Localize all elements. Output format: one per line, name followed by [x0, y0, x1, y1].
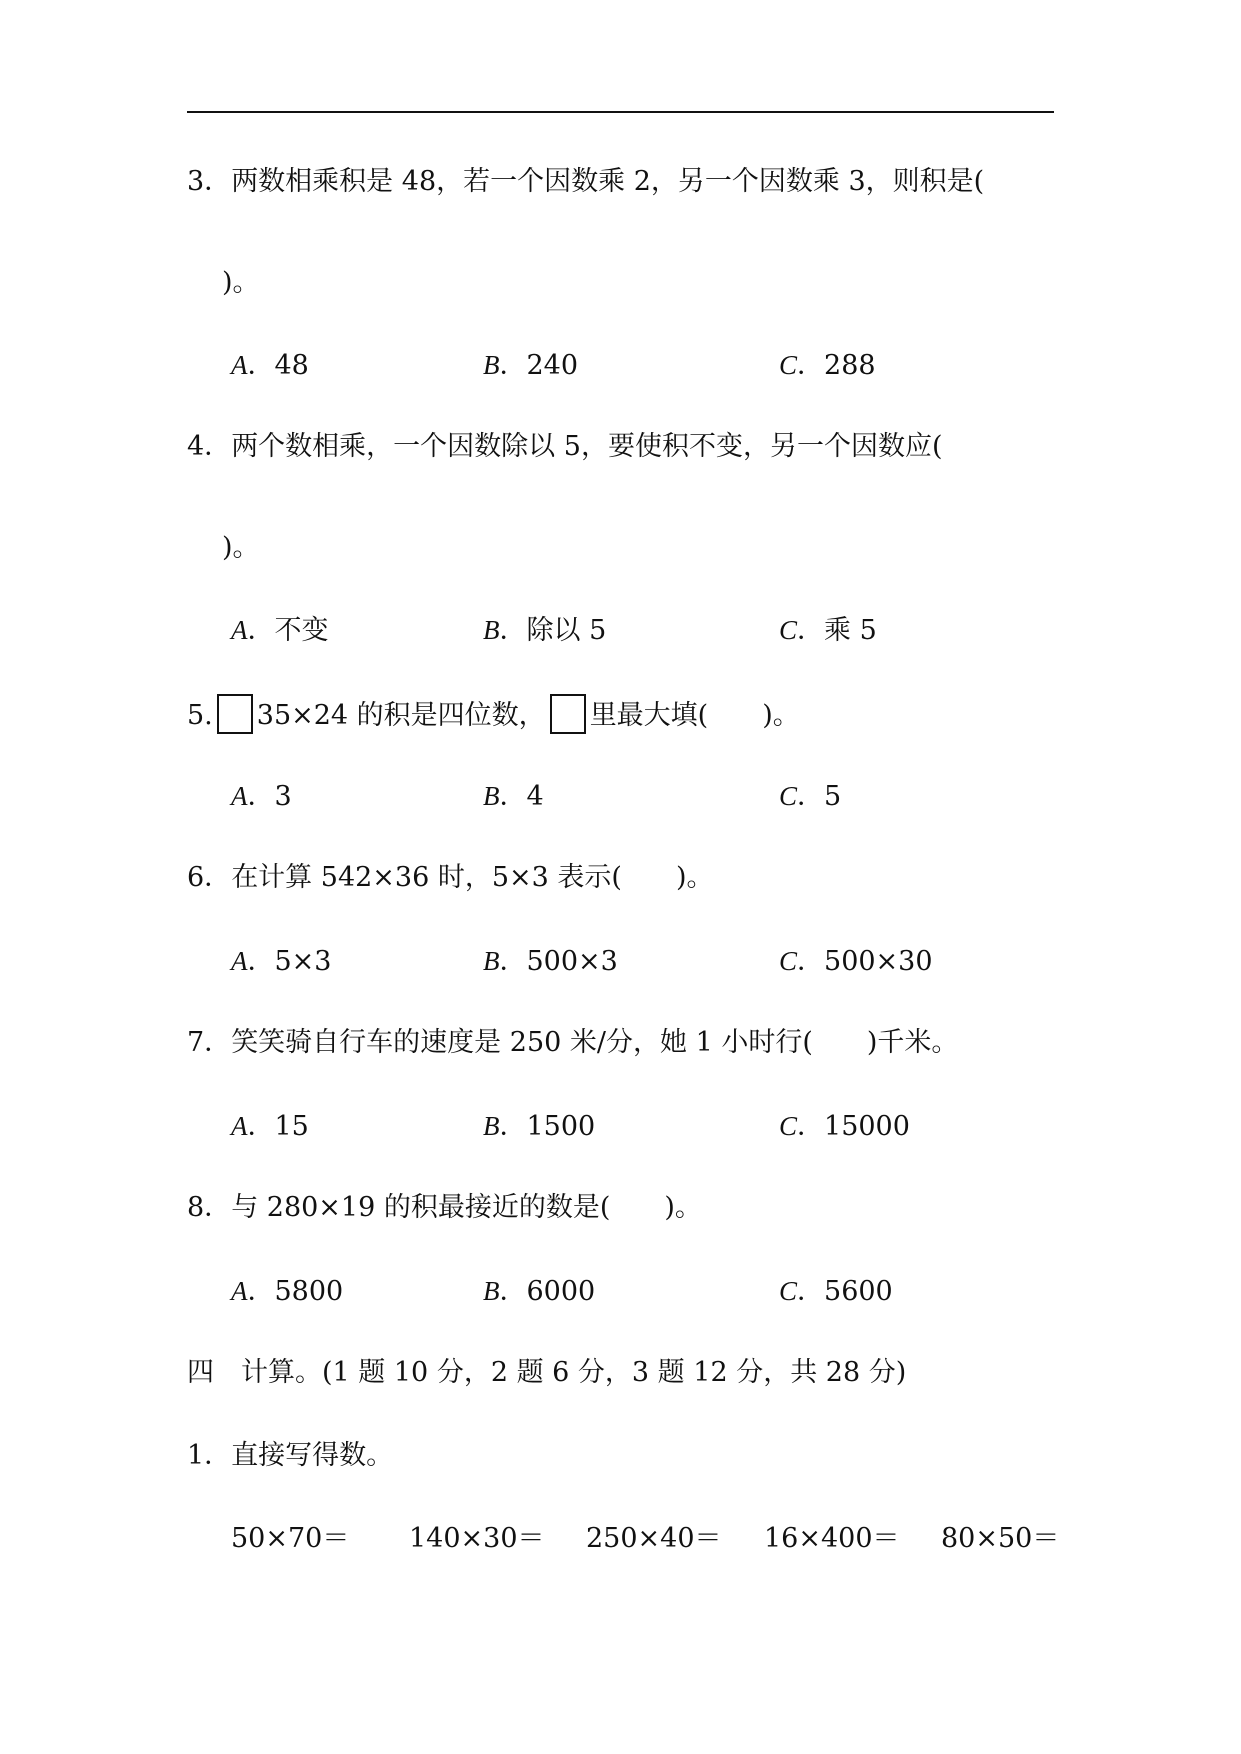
question-3	[187, 164, 984, 200]
question-4	[187, 429, 942, 465]
question-text: 在计算 542×36 时，5×3 表示( )。	[231, 862, 714, 893]
question-text: 笑笑骑自行车的速度是 250 米/分，她 1 小时行( )千米。	[231, 1027, 959, 1058]
question-8	[187, 1190, 702, 1226]
option-c[interactable]: C．500×30	[779, 946, 933, 977]
calc-item: 250×40＝	[586, 1523, 722, 1554]
question-text: 两个数相乘，一个因数除以 5，要使积不变，另一个因数应(	[231, 431, 943, 462]
header-rule	[187, 111, 1054, 113]
question-number: 6．	[187, 862, 232, 893]
option-a[interactable]: A．48	[231, 350, 309, 381]
question-7	[187, 1025, 958, 1061]
calc-item: 50×70＝	[231, 1523, 350, 1554]
option-b[interactable]: B．除以 5	[483, 615, 607, 646]
option-b[interactable]: B．6000	[483, 1276, 596, 1307]
question-number: 8．	[187, 1192, 232, 1223]
calc-item: 80×50＝	[941, 1523, 1060, 1554]
question-5	[187, 694, 800, 734]
option-c[interactable]: C．15000	[779, 1111, 910, 1142]
question-number: 7．	[187, 1027, 232, 1058]
option-b[interactable]: B．500×3	[483, 946, 618, 977]
section-4-title: 四 计算。(1 题 10 分，2 题 6 分，3 题 12 分，共 28 分)	[187, 1357, 907, 1388]
option-a[interactable]: A．不变	[231, 615, 329, 646]
question-number: 5.	[187, 700, 213, 731]
question-text: 与 280×19 的积最接近的数是( )。	[231, 1192, 702, 1223]
option-b[interactable]: B．240	[483, 350, 579, 381]
blank-box[interactable]	[217, 694, 253, 734]
question-3-tail: )。	[222, 267, 260, 298]
question-6	[187, 860, 714, 896]
question-number: 4．	[187, 431, 232, 462]
calc-item: 16×400＝	[764, 1523, 900, 1554]
blank-box[interactable]	[550, 694, 586, 734]
question-number: 3．	[187, 166, 232, 197]
option-b[interactable]: B．4	[483, 781, 544, 812]
question-4-tail: )。	[222, 532, 260, 563]
question-text: 两数相乘积是 48，若一个因数乘 2，另一个因数乘 3，则积是(	[231, 166, 985, 197]
option-a[interactable]: A．5×3	[231, 946, 332, 977]
question-text: 里最大填( )。	[589, 700, 800, 731]
section-4-sub-1: 1．直接写得数。	[187, 1440, 394, 1471]
option-c[interactable]: C．乘 5	[779, 615, 877, 646]
option-c[interactable]: C．288	[779, 350, 876, 381]
option-a[interactable]: A．15	[231, 1111, 309, 1142]
question-text: 35×24 的积是四位数，	[256, 700, 546, 731]
option-b[interactable]: B．1500	[483, 1111, 596, 1142]
option-a[interactable]: A．3	[231, 781, 292, 812]
calc-item: 140×30＝	[409, 1523, 545, 1554]
option-c[interactable]: C．5	[779, 781, 842, 812]
option-c[interactable]: C．5600	[779, 1276, 893, 1307]
option-a[interactable]: A．5800	[231, 1276, 344, 1307]
